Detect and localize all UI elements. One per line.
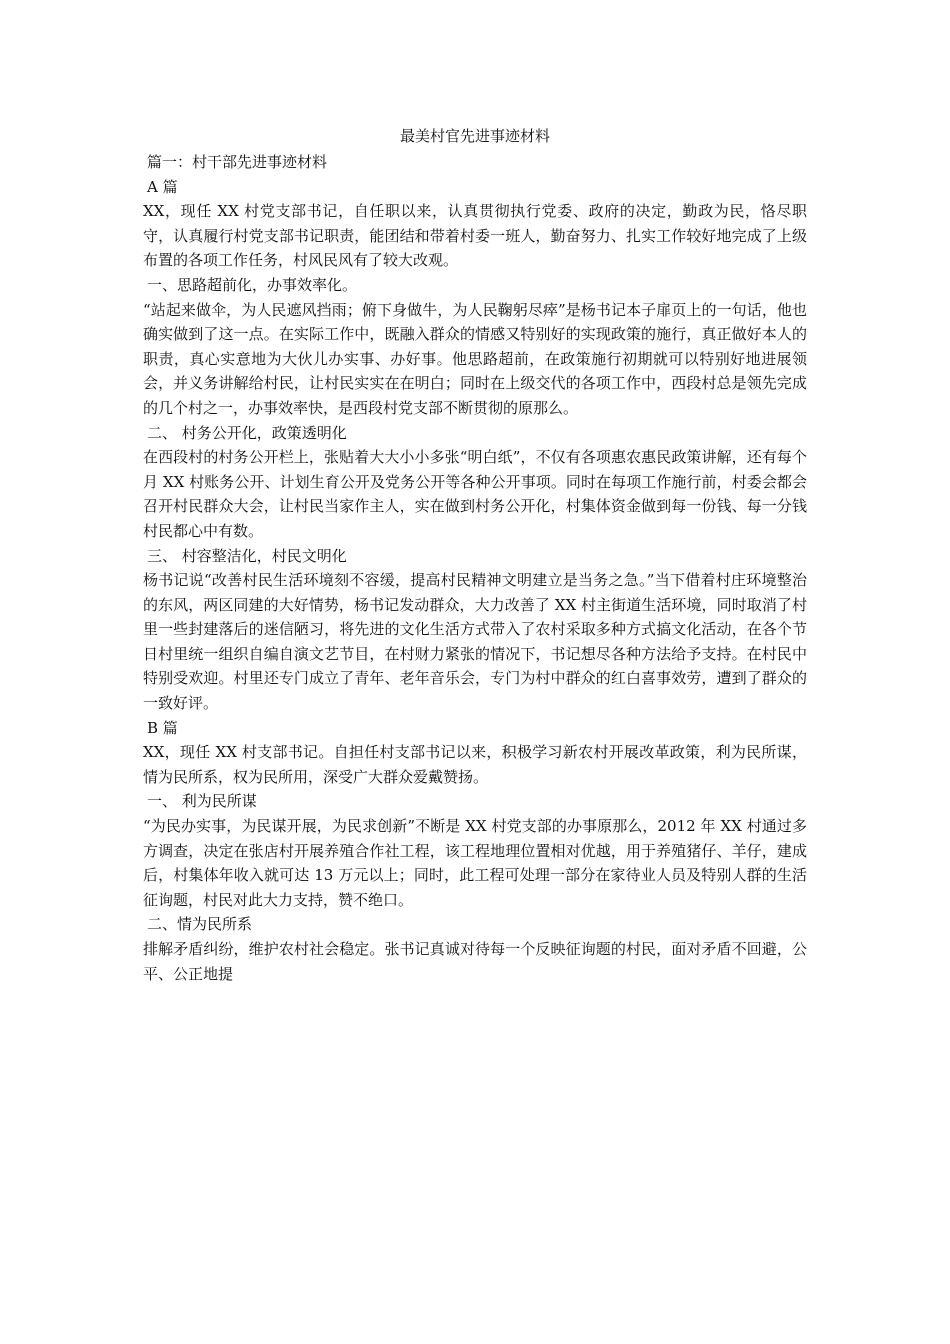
body-paragraph: “站起来做伞，为人民遮风挡雨；俯下身做牛，为人民鞠躬尽瘁”是杨书记本子扉页上的一句话，他也确实做到了这一点。在实际工作中，既融入群众的情感又特别好的实现政策的施行，真正做好本人的职责，真心实意地为大伙儿办实事、办好事。他思路超前，在政策施行初期就可以特别好地进展领会，并义务讲解给村民，让村民实实在在明白；同时在上级交代的各项工作中，西段村总是领先完成的几个村之一，办事效率快，是西段村党支部不断贯彻的原那么。 xyxy=(143,300,807,417)
body-paragraph: 排解矛盾纠纷，维护农村社会稳定。张书记真诚对待每一个反映征询题的村民，面对矛盾不回避，公平、公正地提 xyxy=(143,940,807,983)
body-paragraph: XX，现任 XX 村支部书记。自担任村支部书记以来，积极学习新农村开展改革政策，利为民所谋，情为民所系，权为民所用，深受广大群众爱戴赞扬。 xyxy=(143,743,807,786)
section-heading: 二、 村务公开化，政策透明化 xyxy=(147,423,347,442)
document-title: 最美村官先进事迹材料 xyxy=(399,127,550,145)
section-heading: 三、 村容整洁化，村民文明化 xyxy=(147,546,347,565)
section-heading: 一、思路超前化，办事效率化。 xyxy=(147,275,358,294)
section-heading: 二、情为民所系 xyxy=(147,915,253,934)
body-paragraph: 在西段村的村务公开栏上，张贴着大大小小多张“明白纸”，不仅有各项惠农惠民政策讲解，还有每个月 XX 村账务公开、计划生育公开及党务公开等各种公开事项。同时在每项工作施行前，村委会都会召开村民群众大会，让村民当家作主人，实在做到村务公开化，村集体资金做到每一份钱、每一分钱村民都心中有数。 xyxy=(143,448,807,540)
body-paragraph: XX，现任 XX 村党支部书记，自任职以来，认真贯彻执行党委、政府的决定，勤政为民，恪尽职守，认真履行村党支部书记职责，能团结和带着村委一班人，勤奋努力、扎实工作较好地完成了上级布置的各项工作任务，村风民风有了较大改观。 xyxy=(143,202,807,270)
section-heading: 一、 利为民所谋 xyxy=(147,792,257,811)
section-heading: 篇一：村干部先进事迹材料 xyxy=(147,153,328,171)
body-paragraph: “为民办实事，为民谋开展，为民求创新”不断是 XX 村党支部的办事原那么，2012 年 XX 村通过多方调查，决定在张店村开展养殖合作社工程，该工程地理位置相对优越，用于养殖猪仔、羊仔，建成后，村集体年收入就可达 13 万元以上；同时，此工程可处理一部分在家待业人员及特别人群的生活征询题，村民对此大力支持，赞不绝口。 xyxy=(143,817,807,909)
section-heading: B 篇 xyxy=(147,718,178,737)
body-paragraph: 杨书记说“改善村民生活环境刻不容缓，提高村民精神文明建立是当务之急。”当下借着村庄环境整治的东风，两区同建的大好情势，杨书记发动群众，大力改善了 XX 村主街道生活环境，同时取消了村里一些封建落后的迷信陋习，将先进的文化生活方式带入了农村采取多种方式搞文化活动，在各个节日村里统一组织自编自演文艺节目，在村财力紧张的情况下，书记想尽各种方法给予支持。在村民中特别受欢迎。村里还专门成立了青年、老年音乐会，专门为村中群众的红白喜事效劳，遭到了群众的一致好评。 xyxy=(143,571,807,713)
document-page xyxy=(143,124,807,986)
section-heading: A 篇 xyxy=(147,177,178,196)
